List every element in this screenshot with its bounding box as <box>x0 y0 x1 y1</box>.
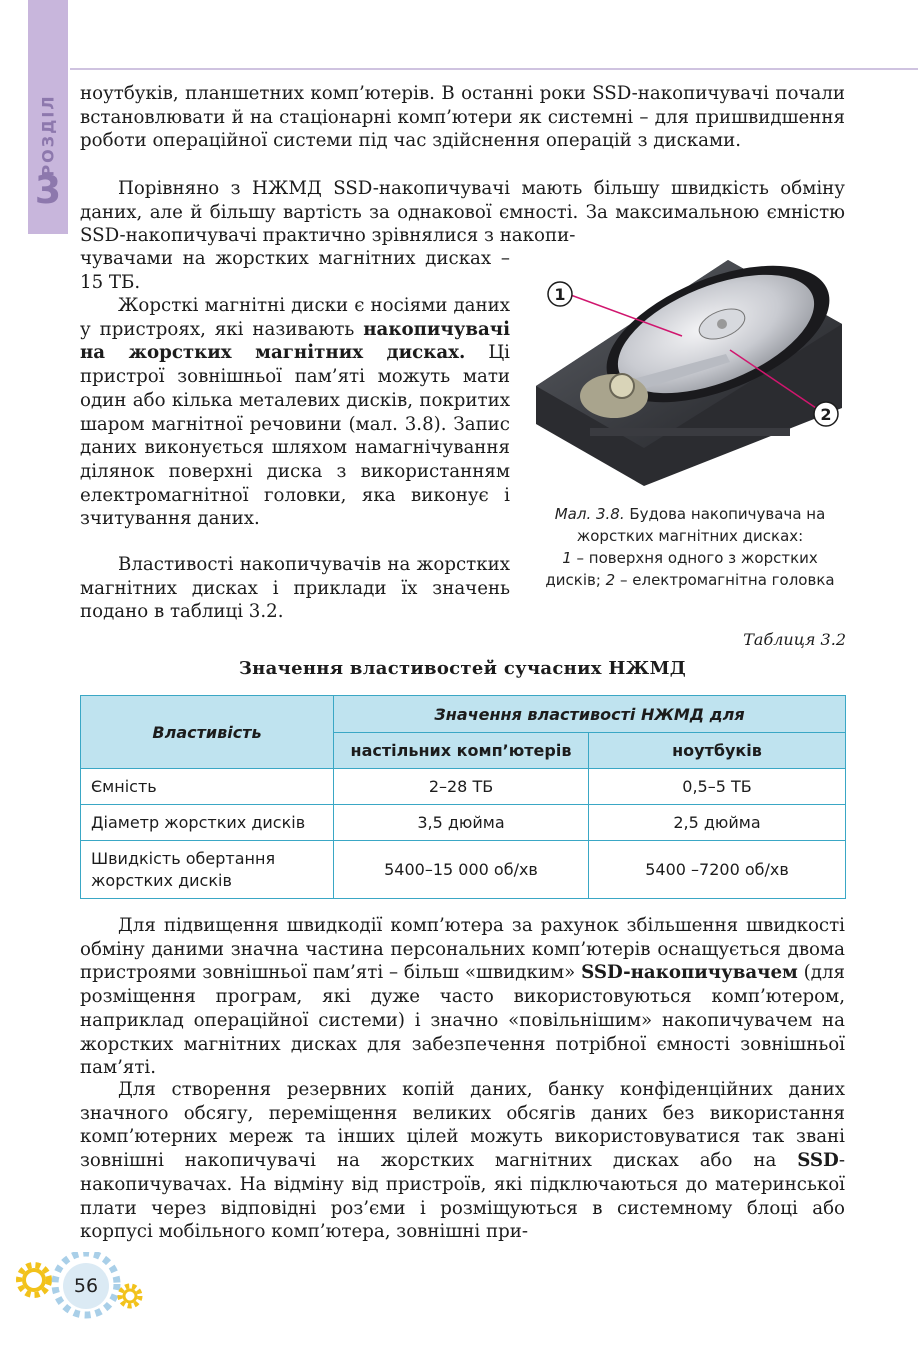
table-title: Значення властивостей сучасних НЖМД <box>238 658 687 679</box>
gear-icon <box>120 1286 140 1306</box>
paragraph-5: Для підвищення швидкодії комп’ютера за рахунок збільшення швидкості обміну даними значна частина персональних комп’ютерів оснащується двома пристроями зовнішньої пам’яті – більш «швидким» SSD-накопичувачем (для розміщення програм, які дуже часто використовуються комп’ютером, наприклад операційної системи) і значно «повільнішим» накопичувачем на жорстких магнітних дисках для забезпечення потрібної ємності зовнішньої пам’яті. <box>80 915 846 1079</box>
gear-icon <box>19 1265 49 1295</box>
figure-caption: Мал. 3.8. Будова накопичувача на жорстких магнітних дисках: 1 – поверхня одного з жорстких дисків; 2 – електромагнітна головка <box>545 505 835 589</box>
term-ssd: SSD-накопичувачем <box>581 962 798 984</box>
paragraph-6: Для створення резервних копій даних, банку конфіденційних даних значного обсягу, переміщення великих обсягів даних без використання комп’ютерних мереж та інших цілей можуть використовуватися так звані зовнішні накопичувачі на жорстких магнітних дисках або на SSD-накопичувачах. На відміну від пристроїв, які підключаються до материнської плати через відповідні роз’єми і розміщуються в системному блоці або корпусі мобільного комп’ютера, зовнішні при- <box>80 1079 845 1243</box>
paragraph-2-end: чувачами на жорстких магнітних дисках – 15 ТБ. <box>80 248 510 293</box>
chapter-label: РОЗДІЛ <box>38 93 58 177</box>
marker-2: 2 <box>820 405 832 424</box>
properties-table <box>80 695 846 899</box>
chapter-side-tab <box>28 0 68 234</box>
paragraph-3: Жорсткі магнітні диски є носіями даних у пристроях, які називають накопичувачі на жорстких магнітних дисках. Ці пристрої зовнішньої пам’яті можуть мати один або кілька металевих дисків, покритих шаром магнітної речовини (мал. 3.8). Запис даних виконується шляхом намагнічування ділянок поверхні диска з використанням електромагнітної головки, яка виконує і зчитування даних. <box>80 295 510 530</box>
chapter-number: 3 <box>34 168 62 212</box>
hdd-illustration <box>530 258 848 490</box>
spindle <box>717 319 727 329</box>
table-row: Швидкість обертання жорстких дисків 5400–15 000 об/хв 5400 –7200 об/хв <box>81 841 846 899</box>
header-desktop: настільних комп’ютерів <box>334 733 589 769</box>
table-row: Діаметр жорстких дисків 3,5 дюйма 2,5 дюйма <box>81 805 846 841</box>
header-laptop: ноутбуків <box>589 733 846 769</box>
term-hdd: накопичувачі на жорстких магнітних дисках. <box>80 318 510 364</box>
marker-1: 1 <box>554 285 566 304</box>
page-number: 56 <box>63 1263 109 1309</box>
table-row: Ємність 2–28 ТБ 0,5–5 ТБ <box>81 769 846 805</box>
header-values: Значення властивості НЖМД для <box>334 696 846 733</box>
table-label: Таблиця 3.2 <box>743 630 846 649</box>
paragraph-4: Властивості накопичувачів на жорстких магнітних дисках і приклади їх значень подано в таблиці 3.2. <box>80 554 510 623</box>
top-rule <box>70 68 918 70</box>
paragraph-2: Порівняно з НЖМД SSD-накопичувачі мають більшу швидкість обміну даних, але й більшу вартість за однакової ємності. За максимальною ємністю SSD-накопичувачі практично зрівнялися з накопи- <box>80 178 845 247</box>
caption-label: Мал. 3.8. <box>554 505 625 523</box>
paragraph-1: ноутбуків, планшетних комп’ютерів. В останні роки SSD-накопичувачі почали встановлювати й на стаціонарні комп’ютери як системні – для пришвидшення роботи операційної системи під час здійснення операцій з дисками. <box>80 83 845 152</box>
header-property: Властивість <box>81 696 334 769</box>
hdd-figure <box>530 258 848 490</box>
